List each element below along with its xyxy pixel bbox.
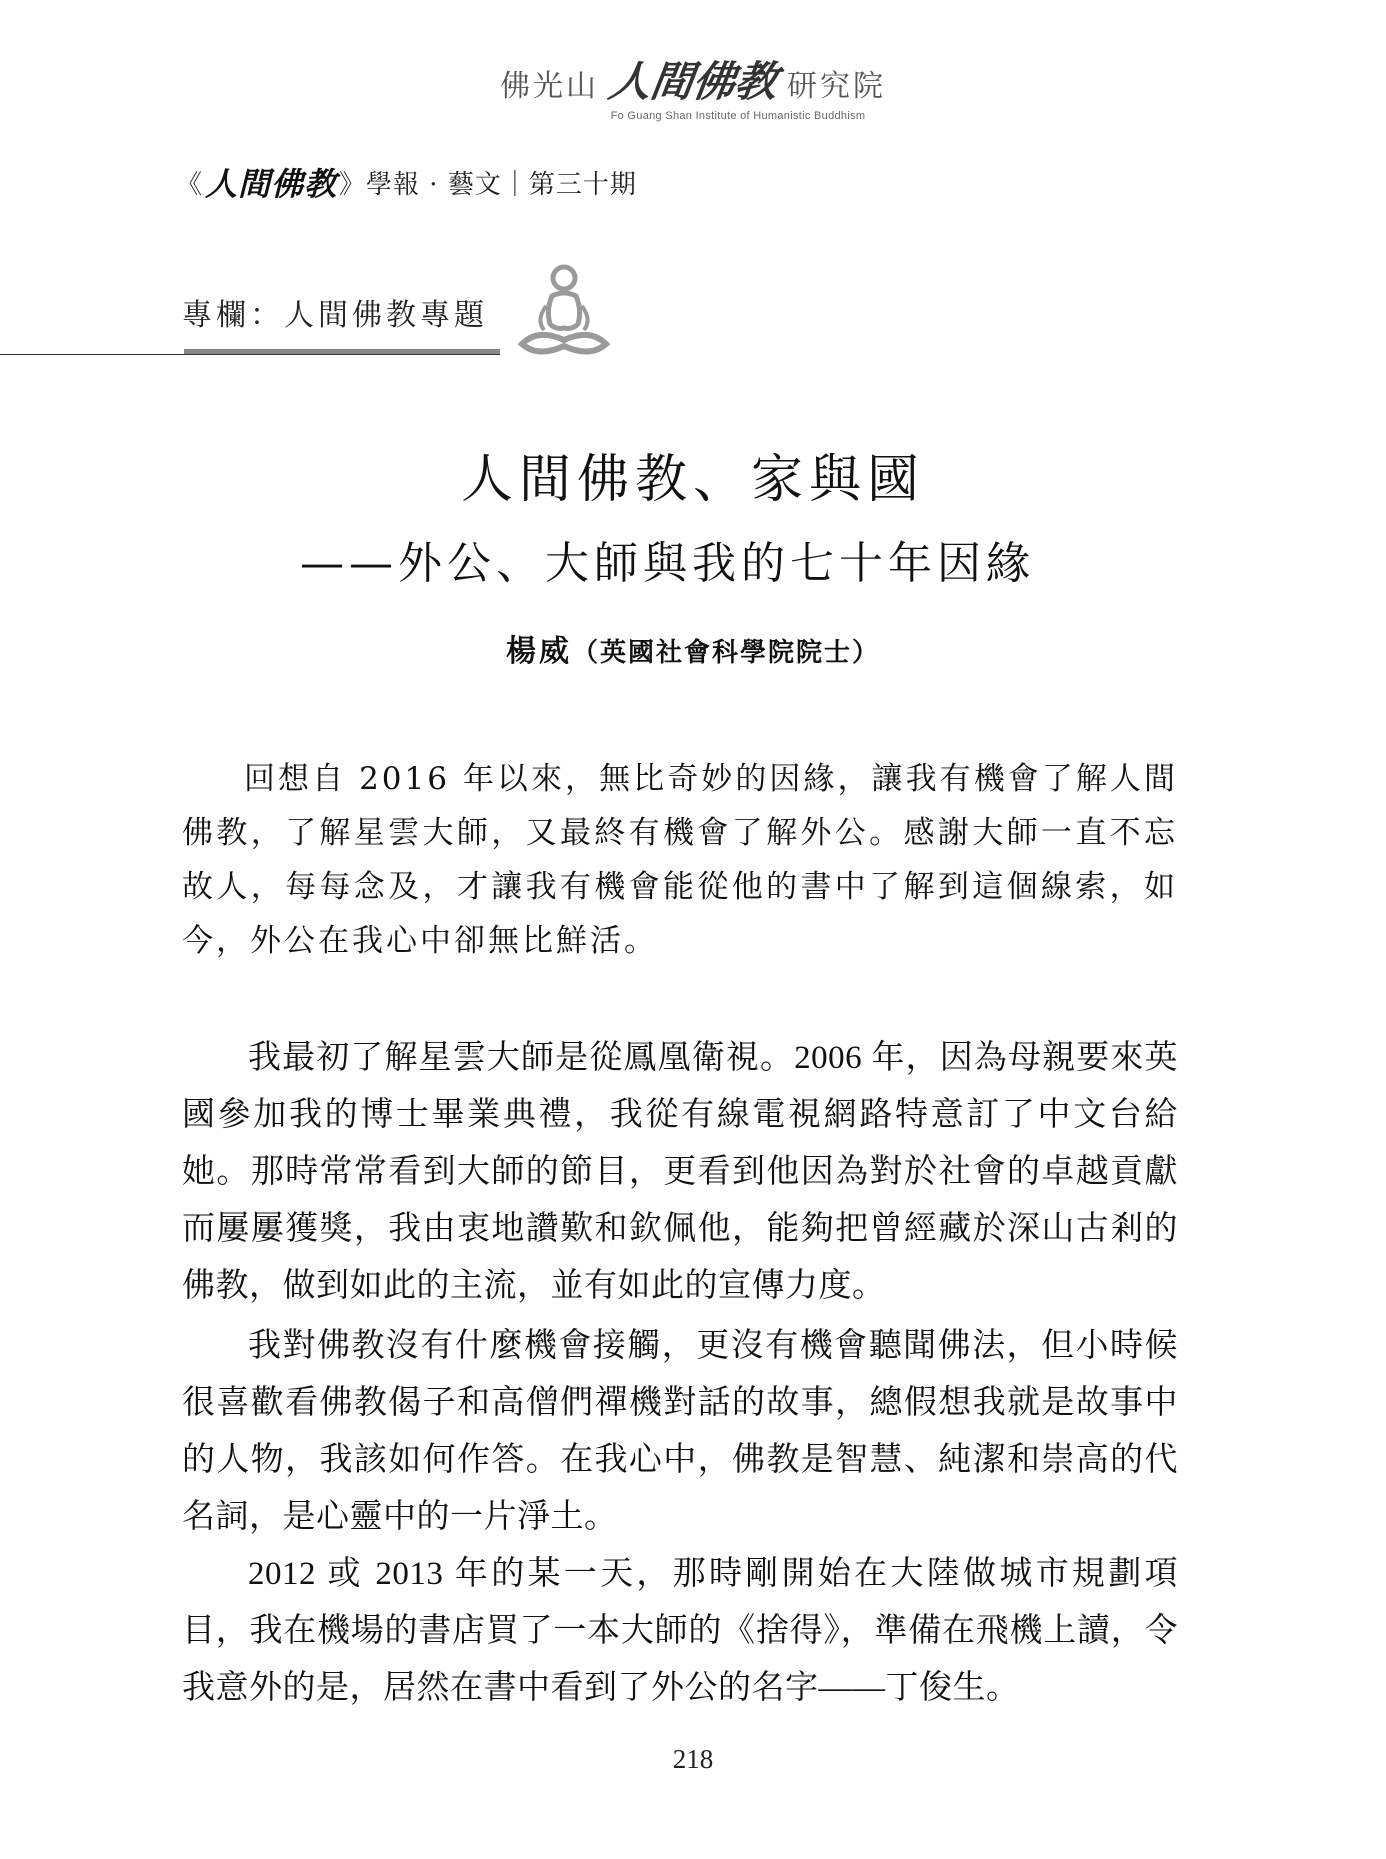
- institute-brand-logo: 人間佛教: [605, 57, 781, 106]
- page-number: 218: [672, 1744, 714, 1774]
- institute-title: [499, 57, 886, 107]
- journal-close-bracket: 》: [339, 169, 367, 200]
- institute-english-name: Fo Guang Shan Institute of Humanistic Buddhism: [610, 110, 866, 122]
- institute-suffix: 研究院: [787, 69, 886, 104]
- institute-prefix: 佛光山: [499, 69, 599, 104]
- body-paragraph: 2012 或 2013 年的某一天，那時剛開始在大陸做城市規劃項目，我在機場的書店買了一本大師的《捨得》，準備在飛機上讀，令我意外的是，居然在書中看到了外公的名字——丁俊生。: [182, 1556, 1178, 1706]
- meditation-figure-icon: [516, 264, 612, 364]
- column-rule: [0, 354, 500, 355]
- body-paragraph: 我對佛教沒有什麼機會接觸，更沒有機會聽聞佛法，但小時候很喜歡看佛教偈子和高僧們禪機對話的故事，總假想我就是故事中的人物，我該如何作答。在我心中，佛教是智慧、純潔和崇高的代名詞，是心靈中的一片淨土。: [182, 1328, 1178, 1535]
- article-subtitle: ——外公、大師與我的七十年因緣: [300, 538, 1035, 589]
- body-paragraph: 我最初了解星雲大師是從鳳凰衛視。2006 年，因為母親要來英國參加我的博士畢業典禮，我從有線電視網路特意訂了中文台給她。那時常常看到大師的節目，更看到他因為對於社會的卓越貢獻而屢屢獲獎，我由衷地讚歎和欽佩他，能夠把曾經藏於深山古剎的佛教，做到如此的主流，並有如此的宣傳力度。: [182, 1040, 1178, 1304]
- column-label: 專欄：人間佛教專題: [182, 298, 488, 333]
- journal-open-bracket: 《: [176, 169, 204, 200]
- journal-brand-logo: 人間佛教: [205, 165, 338, 203]
- institute-header: [0, 57, 1386, 123]
- article-title: 人間佛教、家與國: [460, 450, 925, 510]
- journal-issue-info: 學報 · 藝文｜第三十期: [366, 169, 637, 200]
- author-name: 楊威: [505, 634, 572, 669]
- journal-line: [176, 164, 637, 203]
- body-paragraph: 回想自 2016 年以來，無比奇妙的因緣，讓我有機會了解人間佛教，了解星雲大師，又最終有機會了解外公。感謝大師一直不忘故人，每每念及，才讓我有機會能從他的書中了解到這個線索，如今，外公在我心中卻無比鮮活。: [182, 761, 1178, 959]
- author-line: [0, 632, 1386, 673]
- author-affiliation: （英國社會科學院院士）: [571, 638, 880, 668]
